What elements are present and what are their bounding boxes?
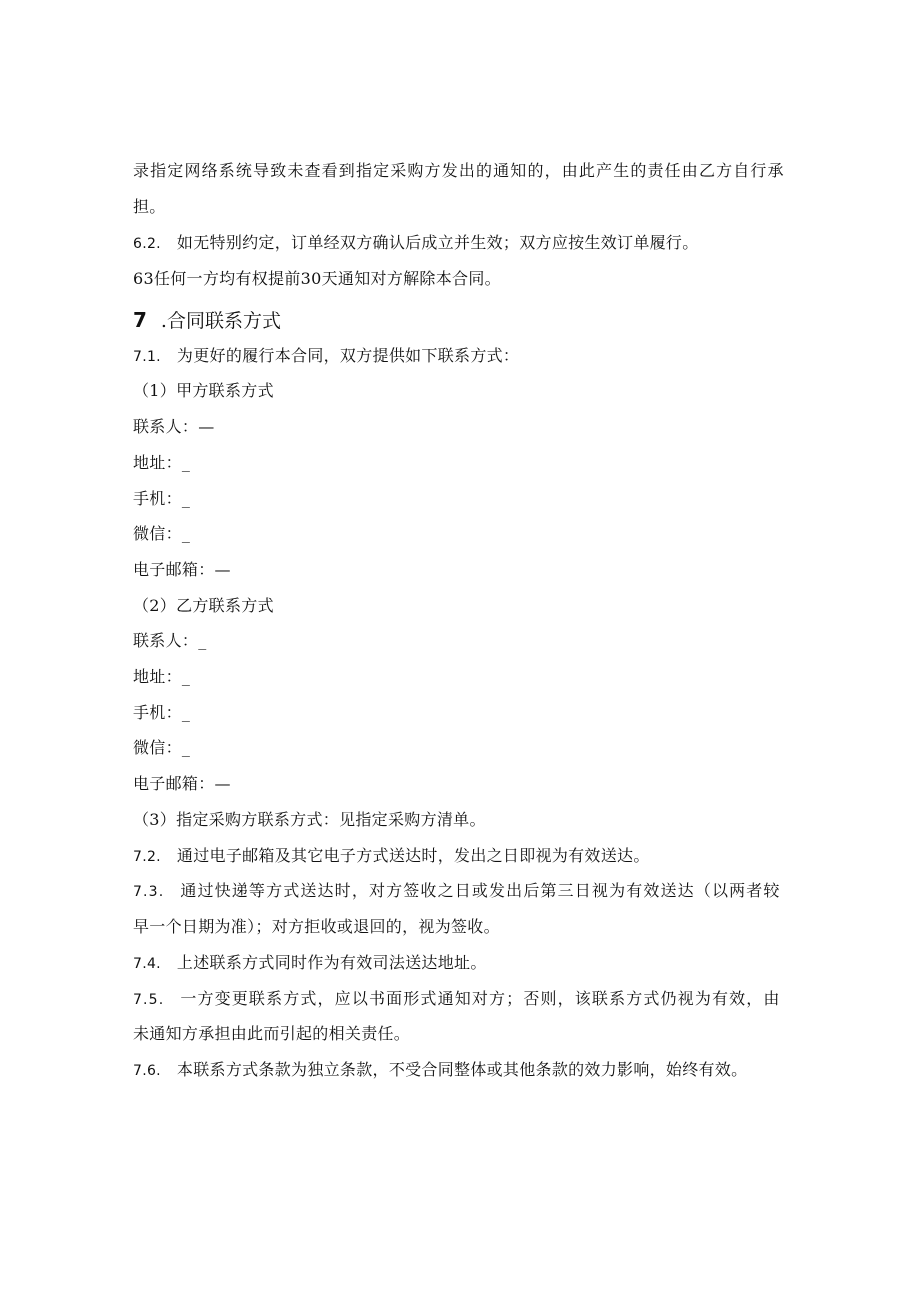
party-b-contact: 联系人：_ <box>133 631 207 650</box>
party-a-title: （1）甲方联系方式 <box>133 381 274 400</box>
clause-7-2 <box>133 845 650 868</box>
clause-number: 7.5. <box>133 992 165 1008</box>
party-a-address: 地址：_ <box>133 453 191 472</box>
clause-number: 7.6. <box>133 1063 161 1079</box>
party-c-contact: （3）指定采购方联系方式：见指定采购方清单。 <box>133 810 486 829</box>
paragraph-line: 担。 <box>133 197 166 216</box>
clause-7-4 <box>133 952 487 975</box>
clause-6-2 <box>133 232 699 255</box>
party-b-address: 地址：_ <box>133 667 191 686</box>
clause-number: 7.4. <box>133 956 161 972</box>
party-b-wechat: 微信：_ <box>133 738 191 757</box>
clause-7-3 <box>133 880 781 903</box>
clause-number: 7.3. <box>133 884 165 900</box>
clause-text: 本联系方式条款为独立条款，不受合同整体或其他条款的效力影响，始终有效。 <box>176 1060 748 1079</box>
clause-number: 7.1. <box>133 349 161 365</box>
party-b-title: （2）乙方联系方式 <box>133 596 274 615</box>
section-heading <box>133 307 281 334</box>
party-a-contact: 联系人：— <box>133 417 215 436</box>
clause-6-3: 63任何一方均有权提前30天通知对方解除本合同。 <box>133 269 501 288</box>
party-b-email: 电子邮箱：— <box>133 774 231 793</box>
clause-text: 通过快递等方式送达时，对方签收之日或发出后第三日视为有效送达（以两者较 <box>180 881 781 900</box>
clause-text: 为更好的履行本合同，双方提供如下联系方式： <box>176 346 520 365</box>
clause-7-1 <box>133 345 519 368</box>
section-title: .合同联系方式 <box>160 310 281 332</box>
clause-text: 一方变更联系方式，应以书面形式通知对方；否则，该联系方式仍视为有效，由 <box>180 989 781 1008</box>
clause-text: 如无特别约定，订单经双方确认后成立并生效；双方应按生效订单履行。 <box>176 233 699 252</box>
clause-text: 上述联系方式同时作为有效司法送达地址。 <box>176 953 487 972</box>
party-b-mobile: 手机：_ <box>133 703 191 722</box>
clause-7-5 <box>133 988 781 1011</box>
party-a-wechat: 微信：_ <box>133 524 191 543</box>
paragraph-line: 未通知方承担由此而引起的相关责任。 <box>133 1024 411 1043</box>
clause-7-6 <box>133 1059 747 1082</box>
paragraph-line: 录指定网络系统导致未查看到指定采购方发出的通知的，由此产生的责任由乙方自行承 <box>133 161 785 180</box>
party-a-mobile: 手机：_ <box>133 489 191 508</box>
paragraph-line: 早一个日期为准）；对方拒收或退回的，视为签收。 <box>133 917 500 936</box>
party-a-email: 电子邮箱：— <box>133 560 231 579</box>
clause-number: 7.2. <box>133 849 161 865</box>
section-number: 7 <box>133 308 147 332</box>
clause-number: 6.2. <box>133 236 161 252</box>
clause-text: 通过电子邮箱及其它电子方式送达时，发出之日即视为有效送达。 <box>176 846 650 865</box>
